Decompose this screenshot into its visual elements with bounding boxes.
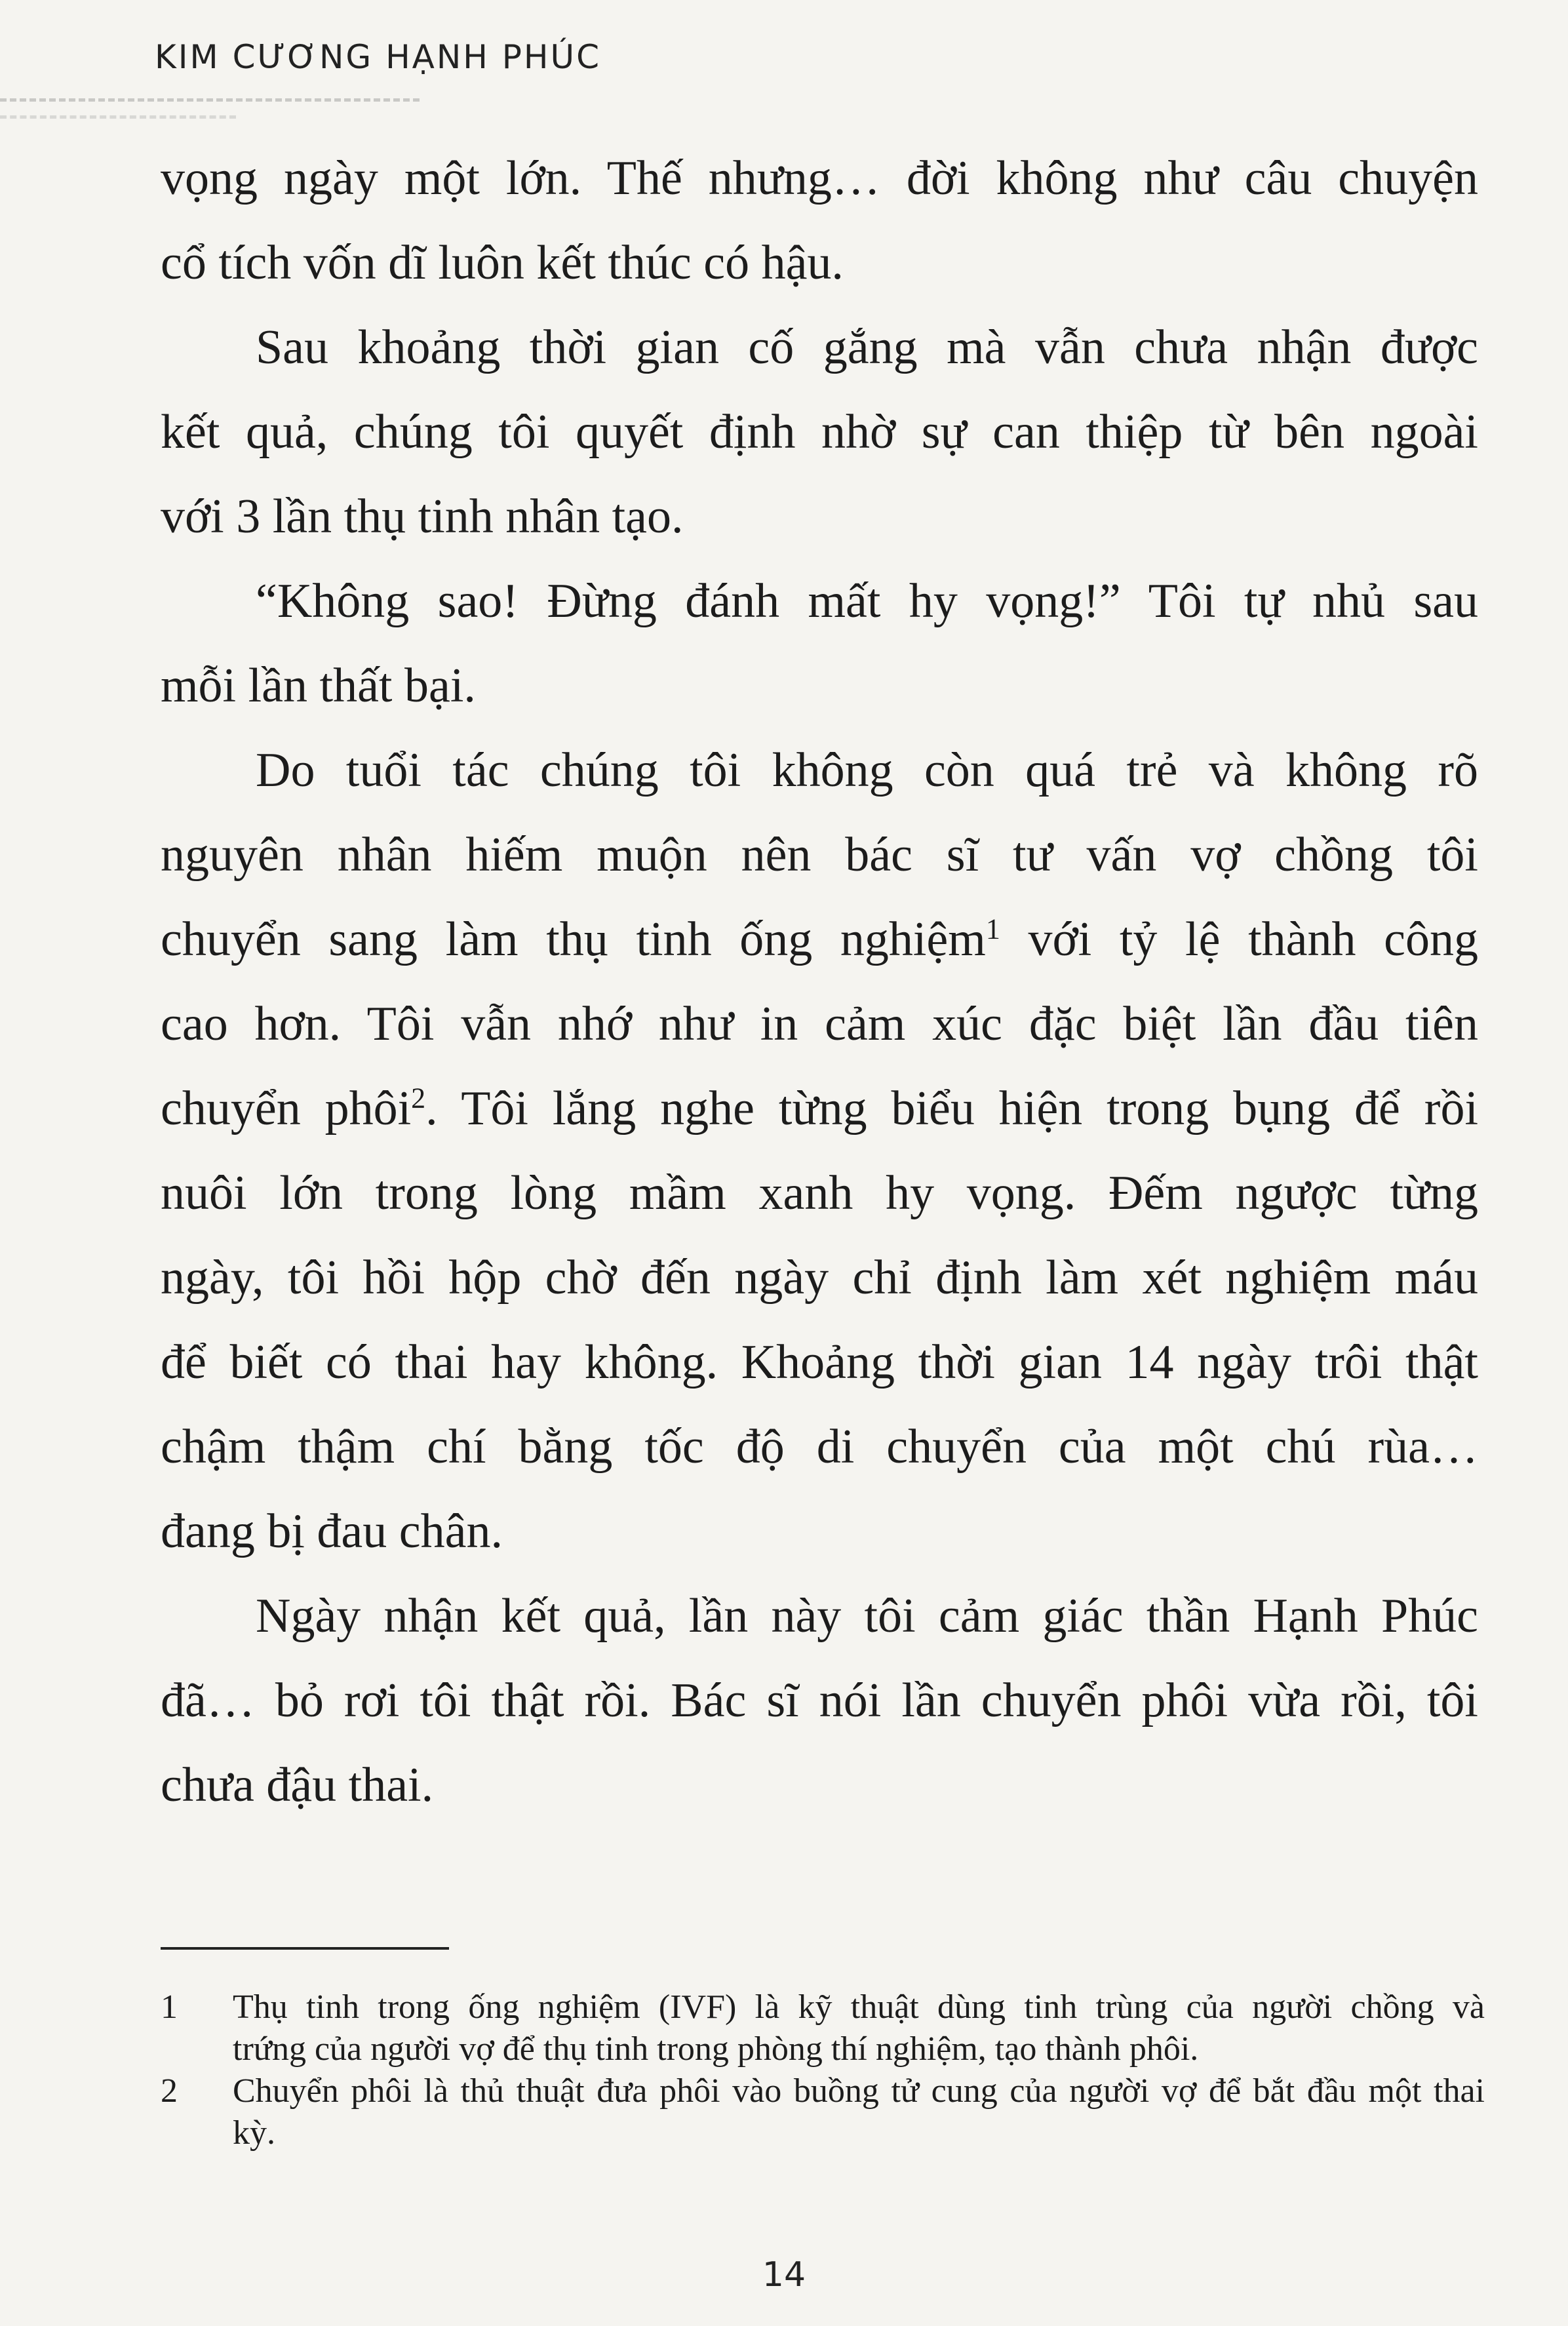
footnote-text [233,2070,1485,2154]
text-segment: chuyển phôi [161,1082,412,1135]
text-segment: với tỷ lệ thành công [1028,913,1478,966]
text-line: ngày, tôi hồi hộp chờ đến ngày chỉ định làm xét nghiệm máu [161,1251,1478,1305]
paragraph-start-line: “Không sao! Đừng đánh mất hy vọng!” Tôi tự nhủ sau [256,574,1478,628]
footnote-2 [161,2070,1485,2154]
text-line: mỗi lần thất bại. [161,659,476,713]
footnotes [161,1986,1485,2154]
footnote-line: kỳ. [233,2114,275,2152]
text-segment: . Tôi lắng nghe từng biểu hiện trong bụng để rồi [425,1082,1478,1135]
text-line: nuôi lớn trong lòng mầm xanh hy vọng. Đếm ngược từng [161,1166,1478,1220]
text-line-with-footnote-2 [161,1067,1478,1151]
text-segment: chuyển sang làm thụ tinh ống nghiệm [161,913,986,966]
footnote-number: 2 [161,2072,178,2110]
footnote-text [233,1986,1485,2070]
paragraph-start-line: Do tuổi tác chúng tôi không còn quá trẻ và không rõ [256,743,1478,797]
paragraph-start-line: Sau khoảng thời gian cố gắng mà vẫn chưa nhận được [256,321,1478,374]
text-line-with-footnote-1 [161,897,1478,982]
text-line: chưa đậu thai. [161,1758,434,1812]
footnote-line: Chuyển phôi là thủ thuật đưa phôi vào buồng tử cung của người vợ để bắt đầu một thai [233,2072,1485,2110]
header-dotted-rule-secondary [0,115,236,119]
text-line: để biết có thai hay không. Khoảng thời gian 14 ngày trôi thật [161,1335,1478,1389]
header-dotted-rule [0,98,420,102]
running-header: KIM CƯƠNG HẠNH PHÚC [155,38,602,76]
footnote-ref-1: 1 [985,913,1000,945]
footnote-line: Thụ tinh trong ống nghiệm (IVF) là kỹ thuật dùng tinh trùng của người chồng và [233,1988,1485,2026]
footnote-1 [161,1986,1485,2070]
text-line: kết quả, chúng tôi quyết định nhờ sự can thiệp từ bên ngoài [161,405,1478,459]
text-line: chậm thậm chí bằng tốc độ di chuyển của một chú rùa… [161,1420,1478,1474]
text-line: cao hơn. Tôi vẫn nhớ như in cảm xúc đặc biệt lần đầu tiên [161,997,1478,1051]
page-number: 14 [762,2255,806,2295]
text-line: đang bị đau chân. [161,1505,503,1558]
text-line: vọng ngày một lớn. Thế nhưng… đời không như câu chuyện [161,151,1478,205]
footnote-ref-2: 2 [411,1082,426,1114]
footnote-number: 1 [161,1988,178,2026]
text-line: cổ tích vốn dĩ luôn kết thúc có hậu. [161,236,844,290]
footnote-separator [161,1947,449,1950]
paragraph-start-line: Ngày nhận kết quả, lần này tôi cảm giác thần Hạnh Phúc [256,1589,1478,1643]
body-text [161,136,1478,1828]
text-line: đã… bỏ rơi tôi thật rồi. Bác sĩ nói lần chuyển phôi vừa rồi, tôi [161,1674,1478,1727]
text-line: nguyên nhân hiếm muộn nên bác sĩ tư vấn vợ chồng tôi [161,828,1478,882]
text-line: với 3 lần thụ tinh nhân tạo. [161,490,684,543]
footnote-line: trứng của người vợ để thụ tinh trong phòng thí nghiệm, tạo thành phôi. [233,2030,1199,2068]
